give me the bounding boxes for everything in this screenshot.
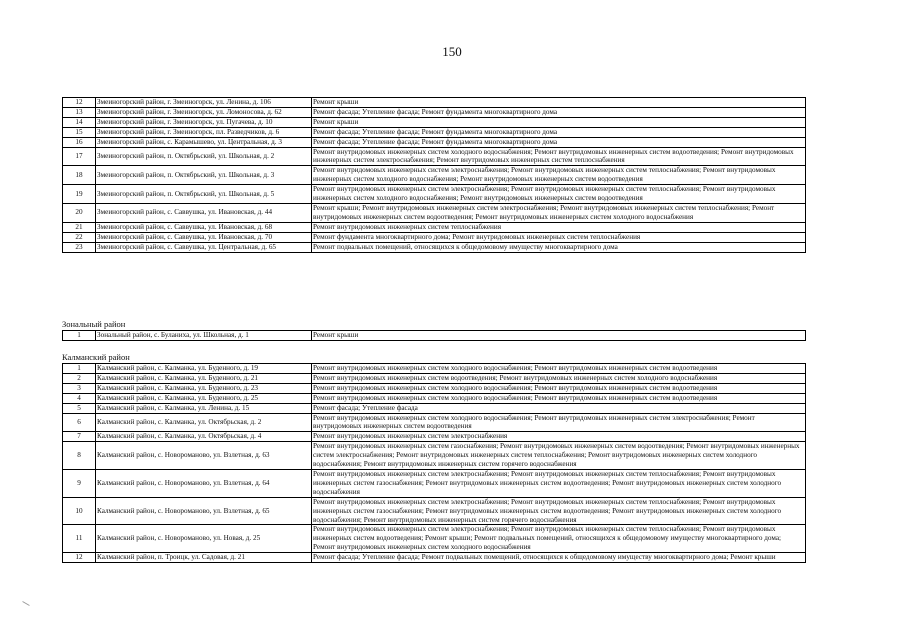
row-address: Калманский район, с. Новороманово, ул. Взлетная, д. 65 [96,497,312,525]
page-number: 150 [442,44,462,59]
row-address: Змеиногорский район, п. Октябрьский, ул. Школьная, д. 2 [96,147,312,166]
row-works: Ремонт подвальных помещений, относящихся к общедомовому имуществу многоквартирного дома [312,242,806,252]
row-number: 1 [63,364,96,374]
row-address: Калманский район, с. Калманка, ул. Октябрьская, д. 4 [96,432,312,442]
row-works: Ремонт фасада; Утепление фасада; Ремонт фундамента многоквартирного дома [312,137,806,147]
row-number: 8 [63,442,96,470]
row-number: 10 [63,497,96,525]
row-number: 21 [63,222,96,232]
table-row [63,331,806,341]
table-row [63,242,806,252]
row-works: Ремонт внутридомовых инженерных систем холодного водоснабжения; Ремонт внутридомовых инженерных систем водоотведения; Ремонт внутридомовых инженерных систем электроснабжения; Ремонт внутридомовых инженерных систем теплоснабжения [312,147,806,166]
row-number: 11 [63,525,96,553]
row-address: Калманский район, с. Калманка, ул. Ленина, д. 15 [96,403,312,413]
row-number: 12 [63,553,96,563]
row-number: 12 [63,98,96,108]
row-number: 2 [63,373,96,383]
table-row [63,553,806,563]
row-number: 17 [63,147,96,166]
row-works: Ремонт внутридомовых инженерных систем электроснабжения; Ремонт внутридомовых инженерных систем теплоснабжения; Ремонт внутридомовых инженерных систем газоснабжения; Ремонт внутридомовых инженерных систем водоотведения; Ремонт внутридомовых инженерных систем холодного водоснабжения [312,469,806,497]
table-row [63,373,806,383]
row-number: 4 [63,393,96,403]
table-row [63,432,806,442]
table-row [63,137,806,147]
section-heading-zonal: Зональный район [62,319,126,329]
row-address: Змеиногорский район, с. Саввушка, ул. Ивановская, д. 68 [96,222,312,232]
row-works: Ремонт крыши [312,98,806,108]
row-works: Ремонт крыши [312,331,806,341]
table-row [63,147,806,166]
row-address: Змеиногорский район, г. Змеиногорск, пл. Разведчиков, д. 6 [96,127,312,137]
table-row [63,222,806,232]
row-works: Ремонт фасада; Утепление фасада; Ремонт подвальных помещений, относящихся к общедомовому имуществу многоквартирного дома; Ремонт крыши [312,553,806,563]
table-row [63,364,806,374]
table-row [63,232,806,242]
row-number: 18 [63,166,96,185]
row-address: Змеиногорский район, с. Саввушка, ул. Ивановская, д. 70 [96,232,312,242]
row-works: Ремонт внутридомовых инженерных систем электроснабжения; Ремонт внутридомовых инженерных систем теплоснабжения; Ремонт внутридомовых инженерных систем водоотведения; Ремонт крыши; Ремонт подвальных помещений, относящихся к общедомовому имуществу многоквартирного дома; Ремонт внутридомовых инженерных систем холодного водоснабжения [312,525,806,553]
table-row [63,403,806,413]
row-number: 20 [63,203,96,222]
row-address: Калманский район, с. Калманка, ул. Буденного, д. 23 [96,383,312,393]
table-row [63,107,806,117]
row-number: 19 [63,185,96,204]
row-address: Калманский район, с. Новороманово, ул. Новая, д. 25 [96,525,312,553]
row-address: Змеиногорский район, г. Змеиногорск, ул. Пугачева, д. 10 [96,117,312,127]
table-row [63,413,806,432]
row-address: Калманский район, с. Калманка, ул. Буденного, д. 19 [96,364,312,374]
row-works: Ремонт внутридомовых инженерных систем холодного водоснабжения; Ремонт внутридомовых инженерных систем водоотведения [312,383,806,393]
row-number: 14 [63,117,96,127]
row-address: Змеиногорский район, с. Карамышево, ул. Центральная, д. 3 [96,137,312,147]
section-heading-kalman: Калманский район [62,352,130,362]
table-row [63,383,806,393]
row-works: Ремонт внутридомовых инженерных систем газоснабжения; Ремонт внутридомовых инженерных систем водоотведения; Ремонт внутридомовых инженерных систем электроснабжения; Ремонт внутридомовых инженерных систем теплоснабжения; Ремонт внутридомовых инженерных систем холодного водоснабжения; Ремонт внутридомовых инженерных систем горячего водоснабжения [312,442,806,470]
row-address: Калманский район, с. Новороманово, ул. Взлетная, д. 64 [96,469,312,497]
row-address: Калманский район, с. Калманка, ул. Октябрьская, д. 2 [96,413,312,432]
table-row [63,497,806,525]
table-row [63,469,806,497]
table-row [63,442,806,470]
row-works: Ремонт внутридомовых инженерных систем электроснабжения; Ремонт внутридомовых инженерных систем теплоснабжения; Ремонт внутридомовых инженерных систем холодного водоснабжения; Ремонт внутридомовых инженерных систем водоотведения [312,166,806,185]
row-address: Калманский район, с. Новороманово, ул. Взлетная, д. 63 [96,442,312,470]
row-number: 15 [63,127,96,137]
row-number: 1 [63,331,96,341]
row-works: Ремонт внутридомовых инженерных систем холодного водоснабжения; Ремонт внутридомовых инженерных систем электроснабжения; Ремонт внутридомовых инженерных систем водоотведения [312,413,806,432]
row-address: Змеиногорский район, г. Змеиногорск, ул. Ломоносова, д. 62 [96,107,312,117]
row-works: Ремонт фасада; Утепление фасада [312,403,806,413]
row-works: Ремонт фундамента многоквартирного дома; Ремонт внутридомовых инженерных систем теплоснабжения [312,232,806,242]
row-works: Ремонт фасада; Утепление фасада; Ремонт фундамента многоквартирного дома [312,107,806,117]
repair-table-zmeinogorsk [62,97,806,253]
row-address: Змеиногорский район, с. Саввушка, ул. Центральная, д. 65 [96,242,312,252]
table-row [63,98,806,108]
table-row [63,117,806,127]
row-works: Ремонт внутридомовых инженерных систем теплоснабжения [312,222,806,232]
row-number: 13 [63,107,96,117]
table-row [63,127,806,137]
table-row [63,203,806,222]
row-address: Калманский район, с. Калманка, ул. Буденного, д. 25 [96,393,312,403]
row-number: 3 [63,383,96,393]
row-number: 22 [63,232,96,242]
row-works: Ремонт внутридомовых инженерных систем водоотведения; Ремонт внутридомовых инженерных систем холодного водоснабжения [312,373,806,383]
table-row [63,393,806,403]
table-row [63,185,806,204]
row-number: 23 [63,242,96,252]
row-works: Ремонт внутридомовых инженерных систем электроснабжения; Ремонт внутридомовых инженерных систем теплоснабжения; Ремонт внутридомовых инженерных систем газоснабжения; Ремонт внутридомовых инженерных систем водоотведения; Ремонт внутридомовых инженерных систем холодного водоснабжения; Ремонт внутридомовых инженерных систем горячего водоснабжения [312,497,806,525]
row-number: 7 [63,432,96,442]
row-works: Ремонт крыши; Ремонт внутридомовых инженерных систем электроснабжения; Ремонт внутридомовых инженерных систем теплоснабжения; Ремонт внутридомовых инженерных систем водоотведения; Ремонт внутридомовых инженерных систем холодного водоснабжения [312,203,806,222]
row-address: Змеиногорский район, г. Змеиногорск, ул. Ленина, д. 106 [96,98,312,108]
row-works: Ремонт фасада; Утепление фасада; Ремонт фундамента многоквартирного дома [312,127,806,137]
repair-table-kalman [62,363,806,563]
row-address: Зональный район, с. Буланиха, ул. Школьная, д. 1 [96,331,312,341]
row-works: Ремонт крыши [312,117,806,127]
row-address: Калманский район, п. Троицк, ул. Садовая, д. 21 [96,553,312,563]
row-address: Калманский район, с. Калманка, ул. Буденного, д. 21 [96,373,312,383]
row-number: 5 [63,403,96,413]
scan-mark [22,601,29,606]
row-works: Ремонт внутридомовых инженерных систем электроснабжения [312,432,806,442]
row-address: Змеиногорский район, с. Саввушка, ул. Ивановская, д. 44 [96,203,312,222]
row-address: Змеиногорский район, п. Октябрьский, ул. Школьная, д. 3 [96,166,312,185]
row-number: 9 [63,469,96,497]
row-address: Змеиногорский район, п. Октябрьский, ул. Школьная, д. 5 [96,185,312,204]
row-works: Ремонт внутридомовых инженерных систем электроснабжения; Ремонт внутридомовых инженерных систем теплоснабжения; Ремонт внутридомовых инженерных систем холодного водоснабжения; Ремонт внутридомовых инженерных систем водоотведения [312,185,806,204]
row-number: 16 [63,137,96,147]
row-number: 6 [63,413,96,432]
row-works: Ремонт внутридомовых инженерных систем холодного водоснабжения; Ремонт внутридомовых инженерных систем водоотведения [312,364,806,374]
row-works: Ремонт внутридомовых инженерных систем холодного водоснабжения; Ремонт внутридомовых инженерных систем водоотведения [312,393,806,403]
table-row [63,166,806,185]
table-row [63,525,806,553]
repair-table-zonal [62,330,806,341]
